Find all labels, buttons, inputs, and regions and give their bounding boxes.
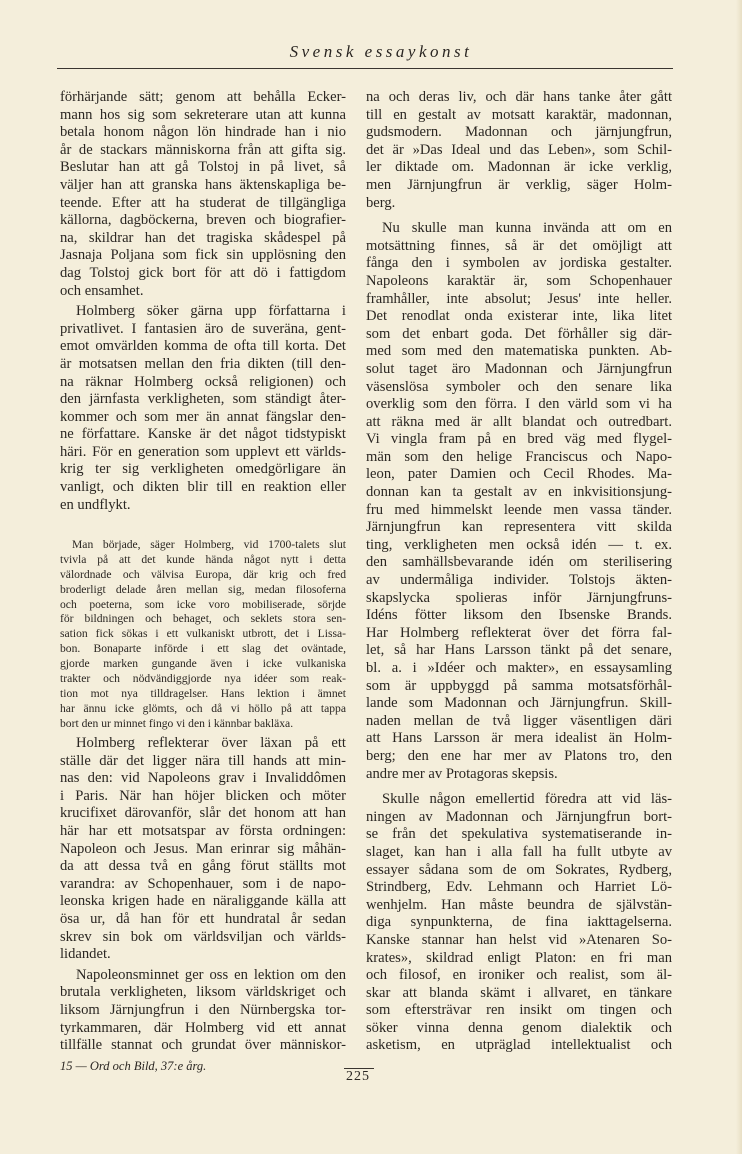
text-line: krates», skildrad enligt Platon: en fri man [366,949,672,966]
text-line: Järnjungfrun kan representera vitt skilda [366,519,672,536]
text-line: av undermåliga individer. Tolstojs äkten- [366,572,672,589]
text-line: ler diktade om. Madonnan är icke verklig, [366,159,672,176]
text-line: sation fick sökas i ett vulkaniskt utbrott, det i Lissa- [60,627,346,641]
text-line: källorna, dagböckerna, breven och biografier- [60,212,346,229]
text-line: framhåller, inte absolut; Jesus' inte heller. [366,290,672,307]
text-line: vanligt, och dikten blir till en reaktion eller [60,479,346,496]
text-line: dag Tolstoj gick bort för att dö i fattigdom [60,264,346,281]
text-line: liksom Järnjungfrun i den Nürnbergska tor- [60,1001,346,1018]
text-line: förhärjande sätt; genom att behålla Ecker- [60,89,346,105]
paragraph [60,89,346,300]
text-line: brutala verkligheten, liksom världskriget och [60,984,346,1001]
text-line: som eftersträvar ren insikt om tingen och [366,1002,672,1019]
text-line: som är uppbyggd på samma motsatsförhål- [366,677,672,694]
text-line: varandra: av Schopenhauer, som i de napo- [60,875,346,892]
text-line: och filosof, en ironiker och realist, som äl- [366,967,672,984]
text-line: Vi vingla fram på en bred väg med flygel- [366,431,672,448]
text-line: nas den: vid Napoleons grav i Invaliddômen [60,770,346,787]
text-line: Holmberg söker gärna upp författarna i [76,303,346,320]
text-line: emot omvärlden komma de ofta till korta. Det [60,338,346,355]
text-line: donnan kan ta gestalt av en inkvisitionsjung- [366,484,672,501]
text-line: gudsmodern. Madonnan och järnjungfrun, [366,124,672,141]
paragraph [60,538,346,732]
header-rule [57,68,673,69]
text-line: väsenslösa symboler och den senare lika [366,378,672,395]
text-line: lidandet. [60,946,111,963]
footnote-block [60,538,346,732]
text-line: leon, pater Damien och Cecil Rhodes. Ma- [366,466,672,483]
text-line: kommer och som mer än annat fängslar den- [60,408,346,425]
text-line: naden mellan de två ligger väsentligen däri [366,712,672,729]
paragraph [60,303,346,514]
paragraph [366,791,672,1055]
text-line: wenhjelm. Han måste beundra de självstän- [366,896,672,913]
text-line: Det renodlat onda existerar inte, lika litet [366,308,672,325]
text-line: att räkna med är allt blandat och outredbart. [366,413,672,430]
text-line: det är »Das Ideal und das Leben», som Schil- [366,141,672,158]
text-line: andre mer av Protagoras skepsis. [366,765,558,782]
text-line: privatlivet. I fantasien äro de suveräna, gent- [60,320,346,337]
text-line: ningen av Madonnan och Järnjungfrun bort- [366,808,672,825]
text-line: den samhällsbevarande idén om sterilisering [366,554,672,571]
text-line: krucifixet därovanför, slår det honom att han [60,805,346,822]
text-line: som det enbart goda. Det förhåller sig där- [366,325,672,342]
text-line: Idéns fötter liksom den Ibsenske Brands. [366,607,672,624]
text-line: för bildningen och behaget, och seklets stora sen- [60,612,346,626]
text-line: krig ter sig verkligheten omedgörligare än [60,461,346,478]
text-line: Har Holmberg reflekterat över det förra fal- [366,624,672,641]
text-line: ting, verkligheten men också idén — t. ex. [366,536,672,553]
paragraph [366,89,672,212]
text-line: här har ett motsatspar av första ordningen: [60,822,346,839]
text-line: skapslycka spolieras inför Järnjungfruns- [366,589,672,606]
text-line: slaget, kan han i alla fall ha fullt utbyte av [366,843,672,860]
text-line: i Paris. När han höjer blicken och möter [60,787,346,804]
text-line: Holmberg reflekterar över läxan på ett [76,735,346,751]
left-column-bottom [60,735,346,1055]
text-line: är motsatsen mellan den fria dikten (till den- [60,355,346,372]
text-line: Napoleonsminnet ger oss en lektion om den [76,966,346,983]
text-line: diga synpunkterna, de fina iakttagelserna. [366,914,672,931]
text-line: lande som Madonnan och Järnjungfrun. Skill- [366,695,672,712]
text-line: män som den helige Franciscus och Napo- [366,448,672,465]
text-line: Nu skulle man kunna invända att om en [382,220,672,237]
text-line: Strindberg, Edv. Lehmann och Harriet Lö- [366,879,672,896]
text-line: solut taget äro Madonnan och Järnjungfrun [366,360,672,377]
text-line: broderligt delade åren mellan sig, medan filosoferna [60,582,346,596]
text-line: Jasnaja Poljana som fick sin upplösning den [60,247,346,264]
text-line: år de stackars människorna från att gifta sig. [60,141,346,158]
text-line: med som med den matematiska punkten. Ab- [366,343,672,360]
text-line: att Hans Larsson är mera idealist än Holm- [366,730,672,747]
text-line: trakter och nödvändiggjorde nya idéer som reak- [60,672,346,686]
text-line: bort den ur minnet fingo vi den i kännbar bakläxa. [60,716,294,730]
text-line: mann hos sig som sekreterare utan att kunna [60,106,346,123]
text-line: overklig som den förra. I den värld som vi ha [366,396,672,413]
text-line: häri. För en generation som upplevt ett världs- [60,443,346,460]
text-line: let, så har Hans Larsson tänkt på det senare, [366,642,672,659]
text-line: väljer han att granska hans äktenskapliga be- [60,176,346,193]
left-column-top [60,89,346,514]
text-line: na och deras liv, och där hans tanke åter gått [366,89,672,105]
text-line: essayer sådana som de om Sokrates, Rydberg, [366,861,672,878]
paragraph [366,220,672,783]
text-line: Napoleon och Jesus. Man erinrar sig måhän- [60,840,346,857]
text-line: tyrkammaren, där Holmberg vid ett annat [60,1019,346,1036]
text-line: Napoleons karaktär är, som Schopenhauer [366,272,672,289]
text-line: välordnade och välvisa Europa, där krig och fred [60,567,346,581]
text-line: tvivla på att det kunde hända något nytt i detta [60,552,346,566]
page-number: 225 [346,1069,370,1084]
text-line: Beslutar han att gå Tolstoj in på livet, så [60,159,346,176]
footer-source: 15 — Ord och Bild, 37:e årg. [60,1059,207,1073]
text-line: gjorde marken gungande även i icke vulkaniska [60,657,346,671]
paragraph [60,967,346,1055]
text-line: berg. [366,194,396,211]
text-line: leonska krigen hade en näraliggande källa att [60,893,346,910]
text-line: men Järnjungfrun är verklig, säger Holm- [366,176,672,193]
text-line: fånga den i symbolen av jordiska gestalter. [366,255,672,272]
text-line: betala honom någon lön hindrade han i nio [60,124,346,141]
text-line: na räknar Holmberg också religionen) och [60,373,346,390]
text-line: till en gestalt av motsatt karaktär, madonnan, [366,106,672,123]
text-line: motsättning finnes, så är det omöjligt att [366,237,672,254]
paragraph [60,735,346,964]
text-line: skrev sin bok om världsviljan och världs- [60,928,346,945]
text-line: berg; den ene har mer av Platons tro, den [366,747,672,764]
text-line: na, skildrar han det tragiska skådespel på [60,229,346,246]
text-line: tion mot nya tilldragelser. Hans lektion i ämnet [60,686,346,700]
text-line: söker vinna denna genom dialektik och [366,1019,672,1036]
text-line: Skulle någon emellertid föredra att vid läs- [382,791,672,808]
text-line: och ensamhet. [60,282,144,299]
text-line: och poeterna, som icke voro mobiliserade, sörjde [60,597,346,611]
text-line: Kanske stannar han helst vid »Atenaren So- [366,931,672,948]
text-line: se från det spekulativa systematiserande in- [366,826,672,843]
text-line: bl. a. i »Idéer och makter», en essaysamling [366,660,672,676]
text-line: ne författare. Kanske är det något tidstypiskt [60,426,346,443]
right-column [366,89,672,1055]
text-line: ösa ur, då han för ett hundratal år sedan [60,910,346,927]
text-line: bon. Bonaparte införde i ett slag det oväntade, [60,642,346,656]
text-line: tillfälle stannat och grundat över människor- [60,1037,346,1054]
text-line: asketism, en utpräglad intellektualist och [366,1037,672,1054]
text-line: teende. Efter att ha studerat de tillgängliga [60,194,346,211]
text-line: da att dessa två en gång förut ställts mot [60,858,346,875]
text-line: skar att blanda skämt i allvaret, en tänkare [366,984,672,1001]
text-line: en undflykt. [60,496,131,513]
page-edge [736,0,742,1154]
text-line: den järnfasta verkligheten, som ständigt åter- [60,391,346,408]
text-line: har ännu icke glömts, och då vi höllo på att tappa [60,701,346,715]
text-line: ställe där det ligger nära till hands att min- [60,752,346,769]
text-line: Man började, säger Holmberg, vid 1700-talets slut [72,538,346,551]
text-line: fru med himmelskt leende men vassa tänder. [366,501,672,518]
running-title: Svensk essaykonst [289,42,473,61]
